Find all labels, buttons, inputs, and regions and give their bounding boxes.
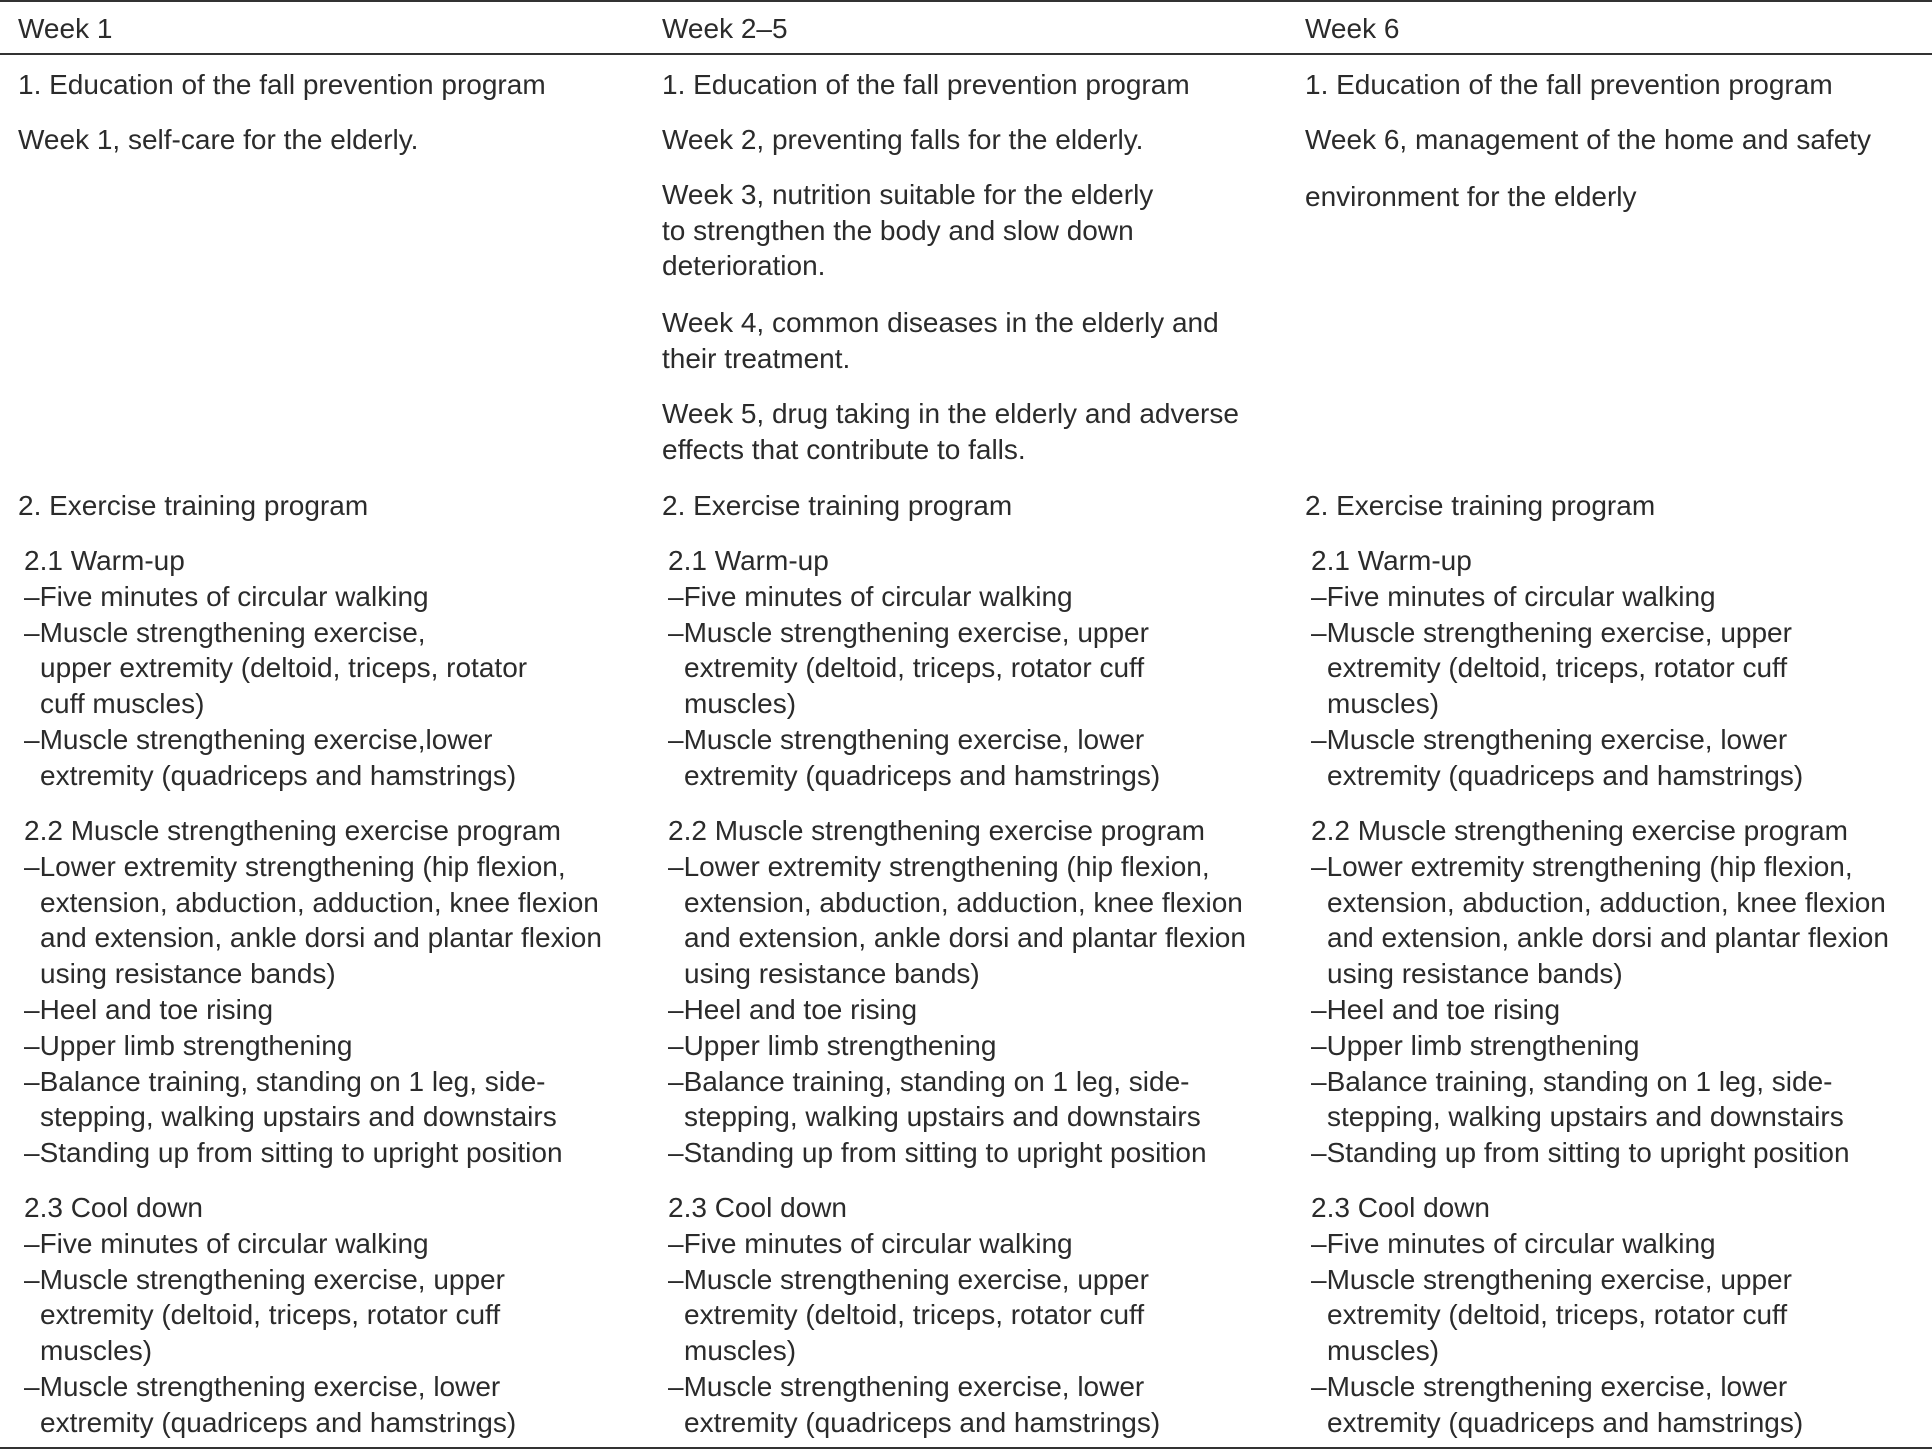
- column-header: Week 6: [1305, 13, 1400, 44]
- warmup-line: –Five minutes of circular walking: [668, 581, 1073, 612]
- strength-title: 2.2 Muscle strengthening exercise program: [668, 815, 1205, 846]
- education-line: their treatment.: [662, 343, 851, 374]
- strength-line: using resistance bands): [684, 958, 980, 989]
- education-line: Week 3, nutrition suitable for the elderly: [662, 179, 1154, 210]
- warmup-line: –Muscle strengthening exercise, upper: [668, 617, 1149, 648]
- warmup-line: –Five minutes of circular walking: [1311, 581, 1716, 612]
- strength-title: 2.2 Muscle strengthening exercise program: [24, 815, 561, 846]
- strength-line: and extension, ankle dorsi and plantar flexion: [40, 922, 602, 953]
- warmup-line: –Muscle strengthening exercise, lower: [668, 724, 1145, 755]
- strength-line: extension, abduction, adduction, knee flexion: [684, 887, 1243, 918]
- exercise-heading: 2. Exercise training program: [1305, 490, 1656, 521]
- table-bottom-rule: [0, 1447, 1932, 1449]
- warmup-line: –Muscle strengthening exercise,: [24, 617, 426, 648]
- strength-line: stepping, walking upstairs and downstairs: [1327, 1101, 1844, 1132]
- strength-line: –Upper limb strengthening: [1311, 1030, 1640, 1061]
- cooldown-line: extremity (quadriceps and hamstrings): [684, 1407, 1161, 1438]
- strength-line: –Heel and toe rising: [1311, 994, 1561, 1025]
- warmup-line: extremity (quadriceps and hamstrings): [684, 760, 1161, 791]
- cooldown-line: –Five minutes of circular walking: [668, 1228, 1073, 1259]
- strength-line: extension, abduction, adduction, knee flexion: [1327, 887, 1886, 918]
- education-line: Week 4, common diseases in the elderly and: [662, 307, 1219, 338]
- strength-line: –Standing up from sitting to upright position: [1311, 1137, 1850, 1168]
- strength-line: –Balance training, standing on 1 leg, side-: [668, 1066, 1190, 1097]
- education-line: Week 1, self-care for the elderly.: [18, 124, 419, 155]
- warmup-line: –Muscle strengthening exercise, upper: [1311, 617, 1792, 648]
- exercise-heading: 2. Exercise training program: [18, 490, 369, 521]
- strength-line: stepping, walking upstairs and downstairs: [684, 1101, 1201, 1132]
- cooldown-line: muscles): [1327, 1335, 1440, 1366]
- education-line: deterioration.: [662, 250, 826, 281]
- education-line: Week 5, drug taking in the elderly and adverse: [662, 398, 1239, 429]
- cooldown-line: –Muscle strengthening exercise, upper: [1311, 1264, 1792, 1295]
- column-header: Week 1: [18, 13, 113, 44]
- exercise-heading: 2. Exercise training program: [662, 490, 1013, 521]
- education-heading: 1. Education of the fall prevention program: [18, 69, 546, 100]
- warmup-line: extremity (deltoid, triceps, rotator cuff: [1327, 652, 1788, 683]
- warmup-line: upper extremity (deltoid, triceps, rotator: [40, 652, 528, 683]
- cooldown-title: 2.3 Cool down: [24, 1192, 204, 1223]
- cooldown-line: –Muscle strengthening exercise, lower: [24, 1371, 501, 1402]
- education-line: environment for the elderly: [1305, 181, 1637, 212]
- education-line: to strengthen the body and slow down: [662, 215, 1134, 246]
- cooldown-line: –Five minutes of circular walking: [1311, 1228, 1716, 1259]
- cooldown-line: muscles): [40, 1335, 153, 1366]
- table-header-rule: [0, 53, 1932, 55]
- education-line: effects that contribute to falls.: [662, 434, 1026, 465]
- strength-line: –Standing up from sitting to upright position: [24, 1137, 563, 1168]
- strength-line: –Upper limb strengthening: [668, 1030, 997, 1061]
- strength-line: extension, abduction, adduction, knee flexion: [40, 887, 599, 918]
- warmup-title: 2.1 Warm-up: [24, 545, 185, 576]
- education-heading: 1. Education of the fall prevention program: [1305, 69, 1833, 100]
- strength-line: –Heel and toe rising: [668, 994, 918, 1025]
- cooldown-line: extremity (quadriceps and hamstrings): [1327, 1407, 1804, 1438]
- education-line: Week 6, management of the home and safety: [1305, 124, 1872, 155]
- warmup-line: extremity (quadriceps and hamstrings): [1327, 760, 1804, 791]
- strength-line: –Lower extremity strengthening (hip flexion,: [668, 851, 1210, 882]
- strength-line: stepping, walking upstairs and downstairs: [40, 1101, 557, 1132]
- cooldown-title: 2.3 Cool down: [1311, 1192, 1491, 1223]
- cooldown-line: –Muscle strengthening exercise, upper: [668, 1264, 1149, 1295]
- education-line: Week 2, preventing falls for the elderly.: [662, 124, 1144, 155]
- cooldown-line: muscles): [684, 1335, 797, 1366]
- strength-line: –Standing up from sitting to upright position: [668, 1137, 1207, 1168]
- warmup-line: cuff muscles): [40, 688, 205, 719]
- column-header: Week 2–5: [662, 13, 788, 44]
- strength-line: and extension, ankle dorsi and plantar flexion: [684, 922, 1246, 953]
- warmup-line: muscles): [684, 688, 797, 719]
- cooldown-line: extremity (quadriceps and hamstrings): [40, 1407, 517, 1438]
- warmup-title: 2.1 Warm-up: [668, 545, 829, 576]
- strength-line: –Balance training, standing on 1 leg, side-: [24, 1066, 546, 1097]
- cooldown-line: extremity (deltoid, triceps, rotator cuff: [40, 1299, 501, 1330]
- cooldown-line: –Five minutes of circular walking: [24, 1228, 429, 1259]
- strength-line: using resistance bands): [1327, 958, 1623, 989]
- cooldown-line: –Muscle strengthening exercise, upper: [24, 1264, 505, 1295]
- warmup-line: –Five minutes of circular walking: [24, 581, 429, 612]
- warmup-line: muscles): [1327, 688, 1440, 719]
- education-heading: 1. Education of the fall prevention program: [662, 69, 1190, 100]
- cooldown-title: 2.3 Cool down: [668, 1192, 848, 1223]
- cooldown-line: –Muscle strengthening exercise, lower: [668, 1371, 1145, 1402]
- strength-line: –Heel and toe rising: [24, 994, 274, 1025]
- cooldown-line: extremity (deltoid, triceps, rotator cuff: [1327, 1299, 1788, 1330]
- strength-line: –Balance training, standing on 1 leg, side-: [1311, 1066, 1833, 1097]
- table-top-rule: [0, 0, 1932, 2]
- warmup-line: –Muscle strengthening exercise, lower: [1311, 724, 1788, 755]
- warmup-line: extremity (quadriceps and hamstrings): [40, 760, 517, 791]
- strength-line: –Upper limb strengthening: [24, 1030, 353, 1061]
- warmup-line: extremity (deltoid, triceps, rotator cuff: [684, 652, 1145, 683]
- warmup-title: 2.1 Warm-up: [1311, 545, 1472, 576]
- cooldown-line: extremity (deltoid, triceps, rotator cuff: [684, 1299, 1145, 1330]
- strength-line: using resistance bands): [40, 958, 336, 989]
- strength-title: 2.2 Muscle strengthening exercise program: [1311, 815, 1848, 846]
- strength-line: and extension, ankle dorsi and plantar flexion: [1327, 922, 1889, 953]
- warmup-line: –Muscle strengthening exercise,lower: [24, 724, 493, 755]
- cooldown-line: –Muscle strengthening exercise, lower: [1311, 1371, 1788, 1402]
- strength-line: –Lower extremity strengthening (hip flexion,: [24, 851, 566, 882]
- strength-line: –Lower extremity strengthening (hip flexion,: [1311, 851, 1853, 882]
